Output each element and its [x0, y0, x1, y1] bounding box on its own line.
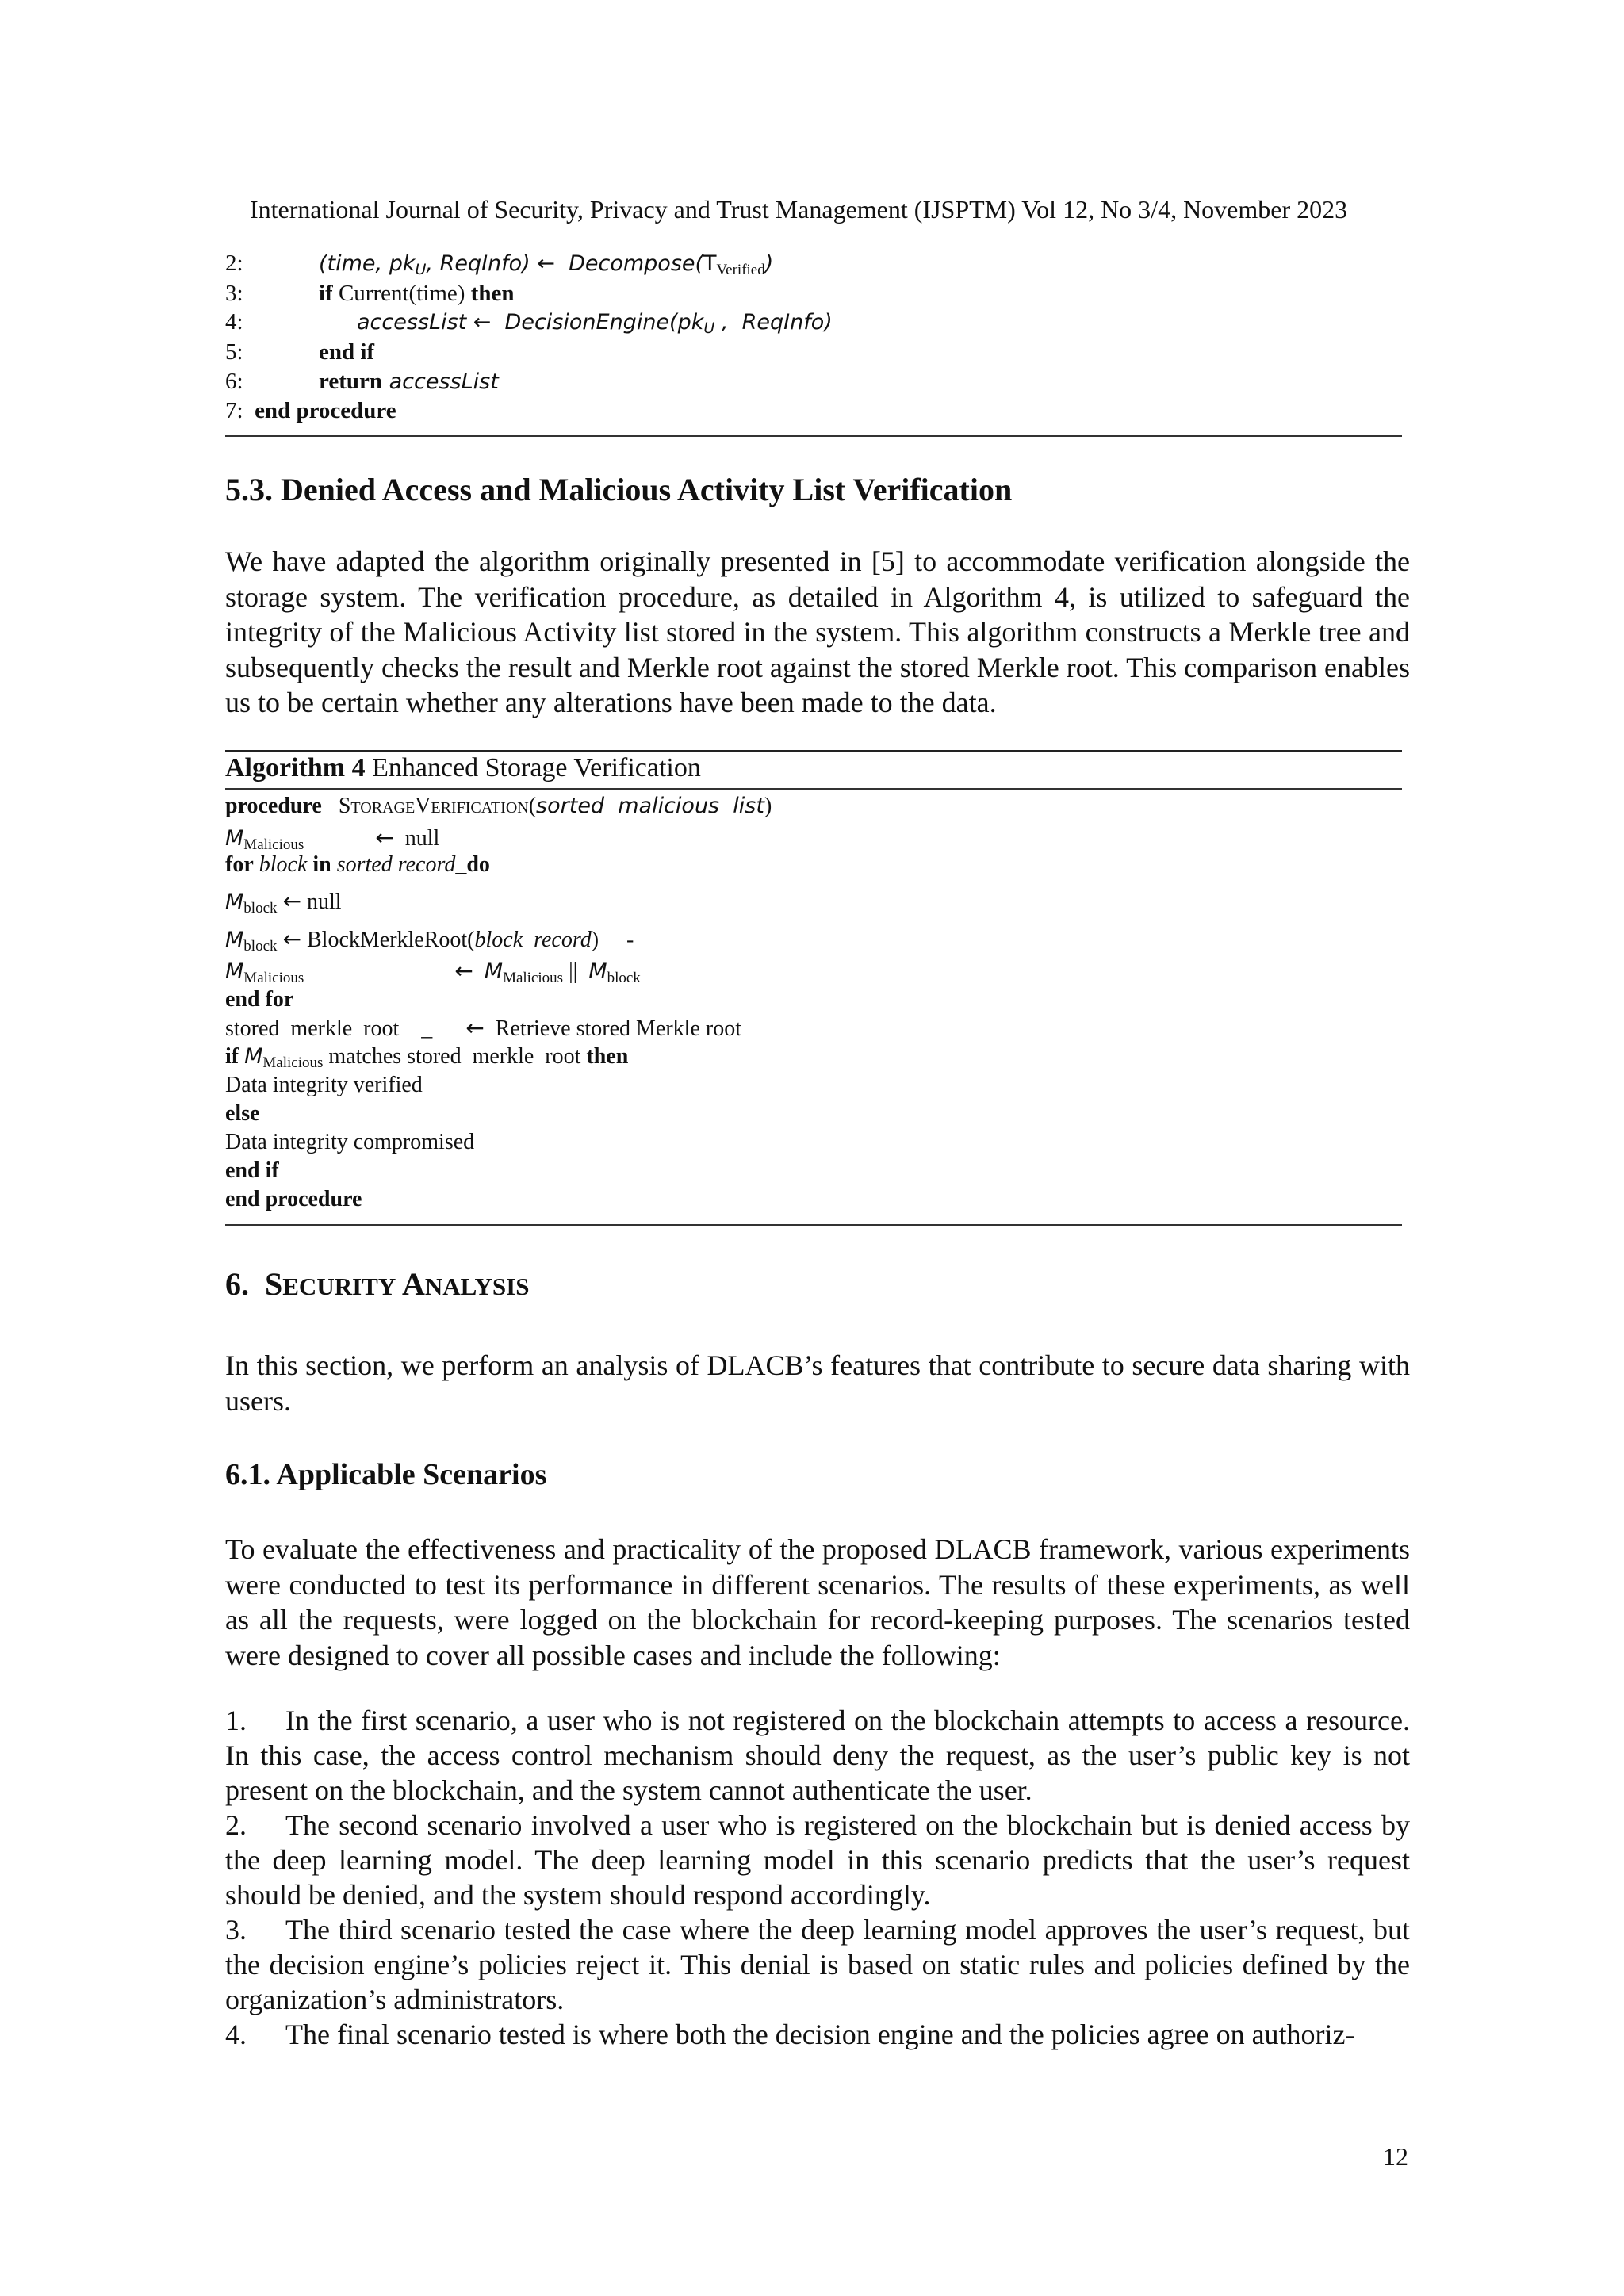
scenario-item-2: 2. The second scenario involved a user who is registered on the blockchain but is denied access by the deep learning model. The deep learning model in this scenario predicts that the user’s request should be denied, and the system should respond accordingly.: [225, 1809, 1410, 1911]
section-6-paragraph: In this section, we perform an analysis of DLACB’s features that contribute to secure data sharing with users.: [225, 1349, 1410, 1417]
algo3-line-2: 2: (time, $pk_U$, ReqInfo) ← $Decompose(T_{Verified})$: [225, 251, 774, 278]
algo4-line-8: stored merkle root _ ← Retrieve stored Merkle root: [225, 1015, 741, 1041]
algo3-bottom-rule: [225, 435, 1402, 437]
algo4-line-12: Data integrity compromised: [225, 1130, 475, 1154]
algo4-line-4: $M_{block}$ ← null: [225, 888, 342, 916]
algo4-line-14: end procedure: [225, 1187, 362, 1211]
algo4-line-2: $M_{Malicious}$ ← null: [225, 825, 440, 853]
algo3-line-3: 3: if Current(time) then: [225, 281, 515, 306]
section-6-heading: 6. SECURITY ANALYSIS: [225, 1266, 530, 1302]
algo4-line-6: $M_{Malicious}$ ← $M_{Malicious}$ || $M_{block}$: [225, 958, 641, 986]
scenario-item-1: 1. In the first scenario, a user who is not registered on the blockchain attempts to access a resource. In this case, the access control mechanism should deny the request, as the user’s public key is not present on the blockchain, and the system cannot authenticate the user.: [225, 1705, 1410, 1806]
algo4-line-10: Data integrity verified: [225, 1073, 423, 1097]
algo4-caption: Algorithm 4 Enhanced Storage Verification: [225, 753, 701, 783]
page-number: 12: [1383, 2142, 1408, 2171]
section-5-3-heading: 5.3. Denied Access and Malicious Activity List Verification: [225, 472, 1013, 507]
algo3-line-5: 5: end if: [225, 339, 375, 365]
algo4-line-5: $M_{block}$ ← BlockMerkleRoot(block record) -: [225, 926, 634, 955]
algo3-line-6: 6: return accessList: [225, 369, 499, 394]
section-6-1-heading: 6.1. Applicable Scenarios: [225, 1458, 547, 1491]
section-5-3-paragraph: We have adapted the algorithm originally presented in [5] to accommodate verification alongside the storage system. The verification procedure, as detailed in Algorithm 4, is utilized to safeguard the integrity of the Malicious Activity list stored in the system. This algorithm constructs a Merkle tree and subsequently checks the result and Merkle root against the stored Merkle root. This comparison enables us to be certain whether any alterations have been made to the data.: [225, 545, 1410, 718]
algo4-top-rule: [225, 750, 1402, 752]
algo4-line-9: if $M_{Malicious}$ matches stored merkle root then: [225, 1044, 629, 1071]
scenario-item-3: 3. The third scenario tested the case where the deep learning model approves the user’s request, but the decision engine’s policies reject it. This denial is based on static rules and policies defined by the organization’s administrators.: [225, 1914, 1410, 2015]
algo3-line-4-text: accessList ← $DecisionEngine(pk_U$ , ReqInfo): [357, 310, 833, 337]
algo4-line-7: end for: [225, 987, 294, 1012]
algo3-line-7: 7: end procedure: [225, 398, 396, 423]
algo3-line-4: 4: accessList ← $DecisionEngine(pk_U$ , ReqInfo): [225, 309, 833, 337]
algo4-line-13: end if: [225, 1158, 279, 1183]
algo4-bottom-rule: [225, 1224, 1402, 1226]
algo4-line-1: procedure StorageVerification(sorted malicious list): [225, 794, 772, 818]
section-6-1-paragraph: To evaluate the effectiveness and practicality of the proposed DLACB framework, various experiments were conducted to test its performance in different scenarios. The results of these experiments, as well as all the requests, were logged on the blockchain for record-keeping purposes. The scenarios tested were designed to cover all possible cases and include the following:: [225, 1533, 1410, 1671]
algo3-line-2-text: (time, $pk_U$, ReqInfo) ← $Decompose(T_{Verified})$: [319, 251, 774, 278]
journal-header: International Journal of Security, Privacy and Trust Management (IJSPTM) Vol 12, No 3/4, November 2023: [250, 195, 1348, 224]
scenario-item-4: 4. The final scenario tested is where both the decision engine and the policies agree on authoriz-: [225, 2019, 1355, 2050]
algo4-line-3: for block in sorted record_do: [225, 852, 490, 877]
algo4-caption-rule: [225, 788, 1402, 790]
algo4-line-11: else: [225, 1101, 260, 1126]
